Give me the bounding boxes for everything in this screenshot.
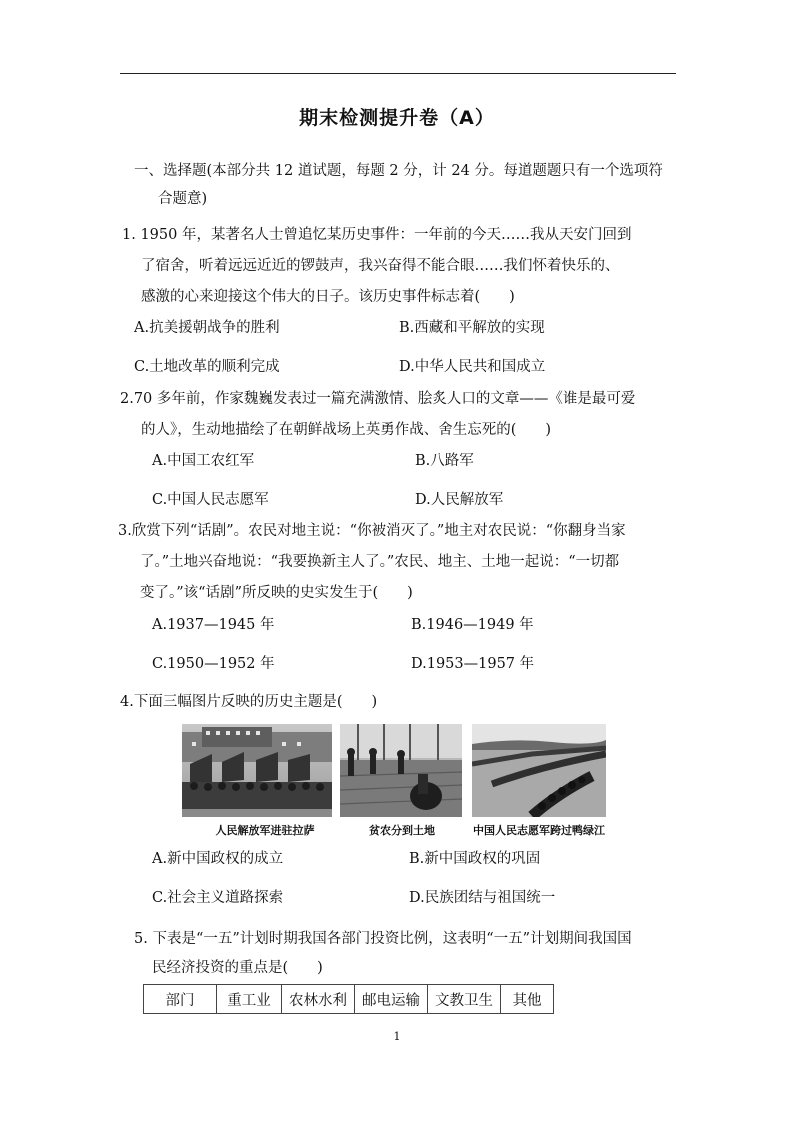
q4-stem: 4.下面三幅图片反映的历史主题是( ) <box>120 694 378 710</box>
section-heading-line1: 一、选择题(本部分共 12 道试题，每题 2 分，计 24 分。每道题题只有一个选项符 <box>134 163 663 179</box>
q2-option-c: C.中国人民志愿军 <box>152 492 269 508</box>
table-header-cell: 重工业 <box>217 985 282 1014</box>
q2-option-d: D.人民解放军 <box>415 492 504 508</box>
q1-option-b: B.西藏和平解放的实现 <box>399 320 545 336</box>
table-header-cell: 农林水利 <box>282 985 355 1014</box>
q1-stem-line1: 1. 1950 年，某著名人士曾追忆某历史事件：一年前的今天……我从天安门回到 <box>122 227 632 243</box>
caption-pla-lhasa: 人民解放军进驻拉萨 <box>215 824 315 837</box>
caption-yalu-crossing: 中国人民志愿军跨过鸭绿江 <box>473 824 605 837</box>
header-rule <box>120 73 676 74</box>
table-header-cell: 邮电运输 <box>355 985 428 1014</box>
q4-option-a: A.新中国政权的成立 <box>152 851 284 867</box>
q1-option-a: A.抗美援朝战争的胜利 <box>134 320 280 336</box>
q4-option-c: C.社会主义道路探索 <box>152 890 284 906</box>
q2-option-b: B.八路军 <box>415 453 474 469</box>
q3-stem-line1: 3.欣赏下列“话剧”。农民对地主说：“你被消灭了。”地主对农民说：“你翻身当家 <box>118 523 626 539</box>
table-header-cell: 部门 <box>144 985 217 1014</box>
q4-option-b: B.新中国政权的巩固 <box>409 851 541 867</box>
q1-option-c: C.土地改革的顺利完成 <box>134 359 280 375</box>
q3-stem-line3: 变了。”该“话剧”所反映的史实发生于( ) <box>140 585 413 601</box>
q4-photo-strip <box>182 724 606 842</box>
photo-yalu-crossing <box>472 724 606 817</box>
q5-stem-line1: 5. 下表是“一五”计划时期我国各部门投资比例，这表明“一五”计划期间我国国 <box>134 931 632 947</box>
q3-option-a: A.1937—1945 年 <box>152 617 275 633</box>
q2-stem-line1: 2.70 多年前，作家魏巍发表过一篇充满激情、脍炙人口的文章——《谁是最可爱 <box>120 391 636 407</box>
photo-land-reform <box>340 724 462 817</box>
q3-option-b: B.1946—1949 年 <box>411 617 534 633</box>
section-heading-line2: 合题意) <box>158 191 208 207</box>
page-number: 1 <box>393 1030 401 1043</box>
investment-table <box>143 984 554 1014</box>
q5-stem-line2: 民经济投资的重点是( ) <box>152 960 323 976</box>
photo-pla-lhasa <box>182 724 332 817</box>
page-title: 期末检测提升卷（A） <box>299 107 495 129</box>
table-header-cell: 文教卫生 <box>428 985 501 1014</box>
q3-option-d: D.1953—1957 年 <box>411 656 535 672</box>
q2-option-a: A.中国工农红军 <box>152 453 255 469</box>
q3-option-c: C.1950—1952 年 <box>152 656 275 672</box>
caption-land-reform: 贫农分到土地 <box>369 824 435 837</box>
q3-stem-line2: 了。”土地兴奋地说：“我要换新主人了。”农民、地主、土地一起说：“一切都 <box>140 554 620 570</box>
table-header-cell: 其他 <box>501 985 554 1014</box>
table-row <box>144 985 554 1014</box>
q1-stem-line3: 感激的心来迎接这个伟大的日子。该历史事件标志着( ) <box>141 289 515 305</box>
q4-option-d: D.民族团结与祖国统一 <box>409 890 556 906</box>
q1-option-d: D.中华人民共和国成立 <box>399 359 546 375</box>
q1-stem-line2: 了宿舍，听着远远近近的锣鼓声，我兴奋得不能合眼……我们怀着快乐的、 <box>141 258 620 274</box>
q2-stem-line2: 的人》，生动地描绘了在朝鲜战场上英勇作战、舍生忘死的( ) <box>141 422 552 438</box>
